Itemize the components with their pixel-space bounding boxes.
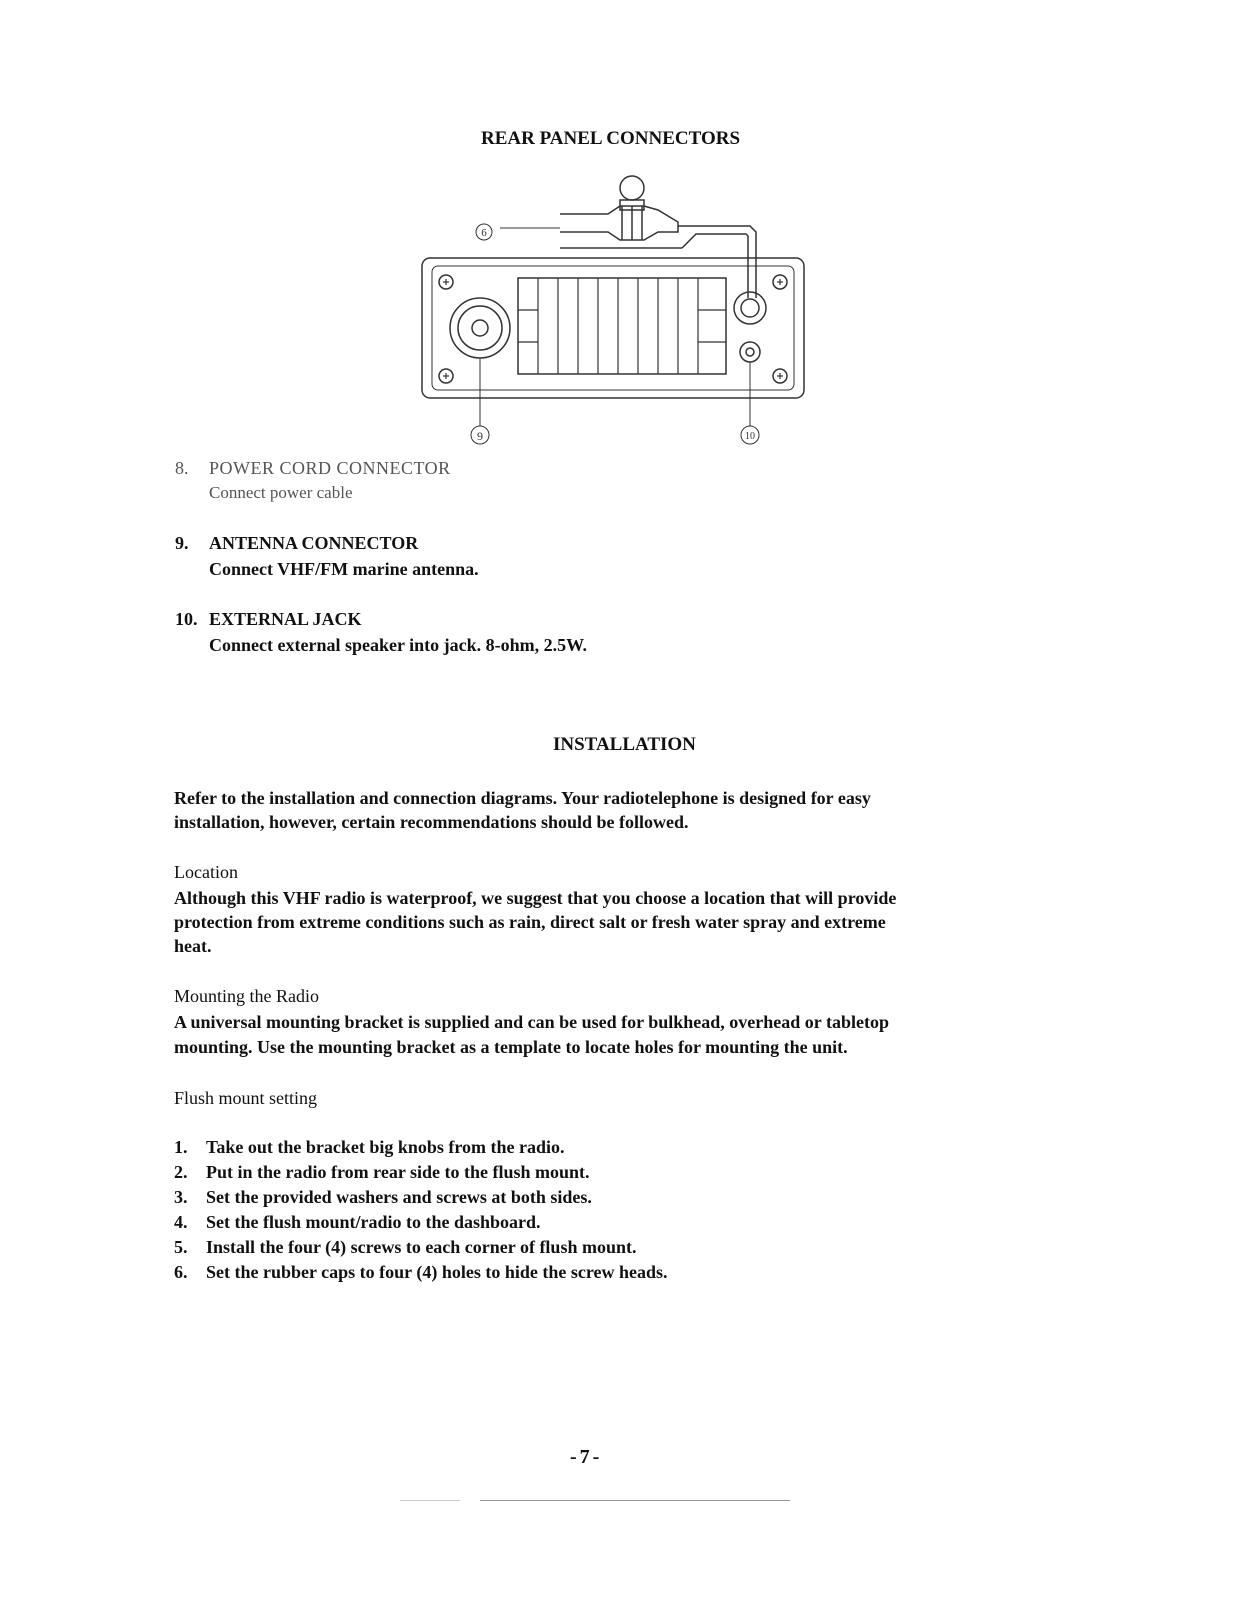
item-8 — [175, 456, 451, 480]
mounting-line: A universal mounting bracket is supplied and can be used for bulkhead, overhead or tabletop — [174, 1012, 889, 1032]
location-line: protection from extreme conditions such as rain, direct salt or fresh water spray and extreme — [174, 912, 886, 932]
flush-step — [174, 1262, 668, 1283]
step-number: 5. — [174, 1237, 188, 1257]
step-number: 4. — [174, 1212, 188, 1232]
flush-step — [174, 1162, 590, 1183]
callout-10: 10 — [745, 431, 755, 442]
cord-ring-icon — [620, 176, 644, 200]
step-text: Set the flush mount/radio to the dashboard. — [206, 1212, 541, 1232]
item-number: 10. — [175, 609, 198, 629]
footer-divider — [400, 1500, 460, 1501]
item-title: EXTERNAL JACK — [209, 609, 362, 629]
step-text: Put in the radio from rear side to the flush mount. — [206, 1162, 590, 1182]
intro-line: Refer to the installation and connection diagrams. Your radiotelephone is designed for easy — [174, 788, 871, 808]
intro-line: installation, however, certain recommendations should be followed. — [174, 812, 689, 832]
step-text: Install the four (4) screws to each corner of flush mount. — [206, 1237, 637, 1257]
item-number: 8. — [175, 458, 189, 478]
item-number: 9. — [175, 533, 189, 553]
flush-step — [174, 1137, 565, 1158]
mounting-line: mounting. Use the mounting bracket as a template to locate holes for mounting the unit. — [174, 1037, 848, 1057]
step-number: 3. — [174, 1187, 188, 1207]
step-text: Take out the bracket big knobs from the radio. — [206, 1137, 565, 1157]
item-10 — [175, 607, 362, 631]
power-connector-icon — [734, 292, 766, 324]
mounting-heading: Mounting the Radio — [174, 986, 319, 1006]
antenna-connector-icon — [450, 298, 510, 358]
item-title: ANTENNA CONNECTOR — [209, 533, 419, 553]
external-jack-icon — [740, 342, 760, 362]
step-number: 1. — [174, 1137, 188, 1157]
item-title: POWER CORD CONNECTOR — [209, 458, 451, 478]
callout-6: 6 — [481, 227, 487, 239]
step-number: 6. — [174, 1262, 188, 1282]
location-line: Although this VHF radio is waterproof, we suggest that you choose a location that will provide — [174, 888, 897, 908]
rear-panel-title: REAR PANEL CONNECTORS — [481, 128, 741, 149]
callout-9: 9 — [477, 429, 483, 443]
step-text: Set the rubber caps to four (4) holes to hide the screw heads. — [206, 1262, 668, 1282]
item-desc: Connect power cable — [209, 483, 353, 502]
flush-heading: Flush mount setting — [174, 1088, 318, 1108]
item-9 — [175, 531, 418, 555]
flush-step — [174, 1237, 636, 1258]
installation-title: INSTALLATION — [553, 734, 696, 755]
rear-panel-diagram — [410, 170, 810, 450]
item-desc: Connect VHF/FM marine antenna. — [209, 559, 479, 579]
step-number: 2. — [174, 1162, 188, 1182]
flush-step — [174, 1212, 541, 1233]
flush-step — [174, 1187, 592, 1208]
location-line: heat. — [174, 936, 212, 956]
item-desc: Connect external speaker into jack. 8-ohm, 2.5W. — [209, 635, 587, 655]
step-text: Set the provided washers and screws at both sides. — [206, 1187, 592, 1207]
location-heading: Location — [174, 862, 238, 882]
footer-divider — [480, 1500, 790, 1501]
page-number: -7- — [570, 1446, 603, 1468]
